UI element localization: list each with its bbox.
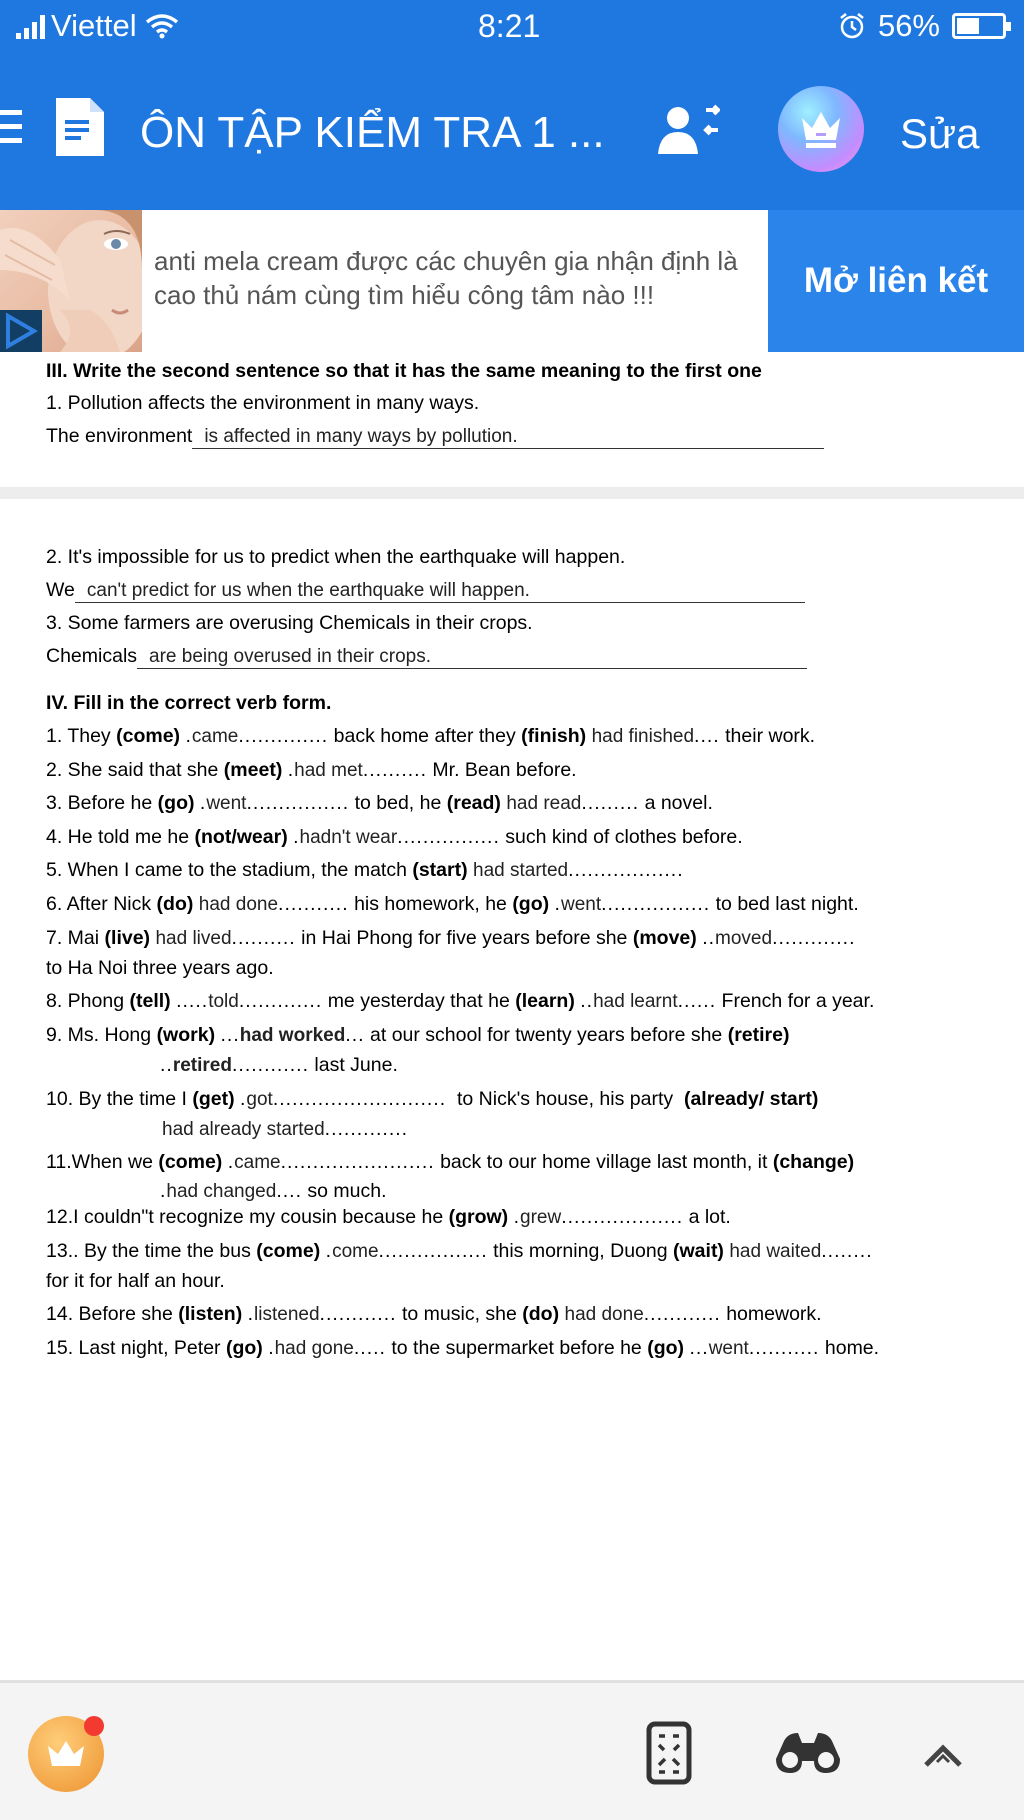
exercise-item-continuation: .had changed.... so much. <box>160 1180 387 1202</box>
app-bar <box>0 52 1024 210</box>
ad-image[interactable] <box>0 210 142 352</box>
answer-line-2: We can't predict for us when the earthquake will happen. <box>46 579 805 603</box>
wifi-icon <box>145 13 179 39</box>
exercise-item: 14. Before she (listen) .listened............ to music, she (do) had done............ homework. <box>46 1303 822 1325</box>
exercise-item: 9. Ms. Hong (work) ...had worked... at our school for twenty years before she (retire) <box>46 1024 790 1046</box>
question-3: 3. Some farmers are overusing Chemicals in their crops. <box>46 612 533 634</box>
page-separator <box>0 487 1024 499</box>
exercise-item: 4. He told me he (not/wear) .hadn't wear................ such kind of clothes before. <box>46 826 743 848</box>
exercise-item: 12.I couldn"t recognize my cousin because he (grow) .grew................... a lot. <box>46 1206 731 1228</box>
section-4-title: IV. Fill in the correct verb form. <box>46 692 332 714</box>
ad-choices-icon[interactable] <box>0 310 42 352</box>
ad-banner[interactable] <box>0 210 1024 352</box>
exercise-item: 5. When I came to the stadium, the match (start) had started.................. <box>46 859 684 881</box>
exercise-item: 15. Last night, Peter (go) .had gone..... to the supermarket before he (go) ...went........... home. <box>46 1337 880 1359</box>
exercise-item: 1. They (come) .came.............. back home after they (finish) had finished.... their work. <box>46 725 816 747</box>
premium-crown-avatar[interactable] <box>778 86 864 172</box>
exercise-item: 2. She said that she (meet) .had met.......... Mr. Bean before. <box>46 759 577 781</box>
crown-icon <box>798 106 844 150</box>
status-left <box>16 8 179 44</box>
alarm-icon <box>838 12 866 40</box>
menu-icon[interactable] <box>0 110 22 152</box>
exercise-item-continuation: to Ha Noi three years ago. <box>46 957 274 979</box>
crown-icon <box>45 1738 87 1770</box>
status-bar <box>0 0 1024 52</box>
battery-icon <box>952 13 1006 39</box>
exercise-item-continuation: ..retired............ last June. <box>160 1054 398 1076</box>
clock: 8:21 <box>478 8 541 44</box>
notification-dot <box>84 1716 104 1736</box>
status-right <box>838 8 1006 44</box>
exercise-item: 8. Phong (tell) .....told............. me yesterday that he (learn) ..had learnt...... French for a year. <box>46 990 875 1012</box>
document-title: ÔN TẬP KIỂM TRA 1 ... <box>140 108 605 157</box>
answer-line-3: Chemicals are being overused in their crops. <box>46 645 807 669</box>
scroll-up-icon[interactable] <box>922 1741 964 1769</box>
bottom-toolbar <box>0 1680 1024 1820</box>
exercise-item-continuation: had already started............. <box>162 1118 409 1140</box>
signal-icon <box>16 13 45 39</box>
answer-line-1: The environment is affected in many ways by pollution. <box>46 425 824 449</box>
carrier-name: Viettel <box>51 8 137 43</box>
open-link-button[interactable]: Mở liên kết <box>768 210 1024 352</box>
switch-user-icon[interactable] <box>656 102 720 158</box>
binoculars-icon[interactable] <box>774 1731 842 1775</box>
exercise-item: 3. Before he (go) .went................ to bed, he (read) had read......... a novel. <box>46 792 713 814</box>
question-2: 2. It's impossible for us to predict when the earthquake will happen. <box>46 546 626 568</box>
scan-page-icon[interactable] <box>646 1721 692 1785</box>
exercise-item-continuation: for it for half an hour. <box>46 1270 225 1292</box>
vip-crown-button[interactable] <box>28 1716 104 1792</box>
question-1: 1. Pollution affects the environment in many ways. <box>46 392 480 414</box>
document-icon <box>54 96 106 158</box>
exercise-item: 6. After Nick (do) had done........... his homework, he (go) .went................. to bed last night. <box>46 893 859 915</box>
ad-text[interactable]: anti mela cream được các chuyên gia nhận định là cao thủ nám cùng tìm hiểu công tâm nào !!! <box>154 246 738 310</box>
battery-percent: 56% <box>877 8 940 43</box>
exercise-item: 11.When we (come) .came........................ back to our home village last month, it (change) <box>46 1151 855 1173</box>
exercise-item: 7. Mai (live) had lived.......... in Hai Phong for five years before she (move) ..moved............. <box>46 927 856 949</box>
edit-button[interactable]: Sửa <box>900 110 980 157</box>
section-3-title: III. Write the second sentence so that it has the same meaning to the first one <box>46 360 762 382</box>
exercise-item: 13.. By the time the bus (come) .come................. this morning, Duong (wait) had waited........ <box>46 1240 873 1262</box>
exercise-item: 10. By the time I (get) .got........................... to Nick's house, his party (already/ start) <box>46 1088 819 1110</box>
